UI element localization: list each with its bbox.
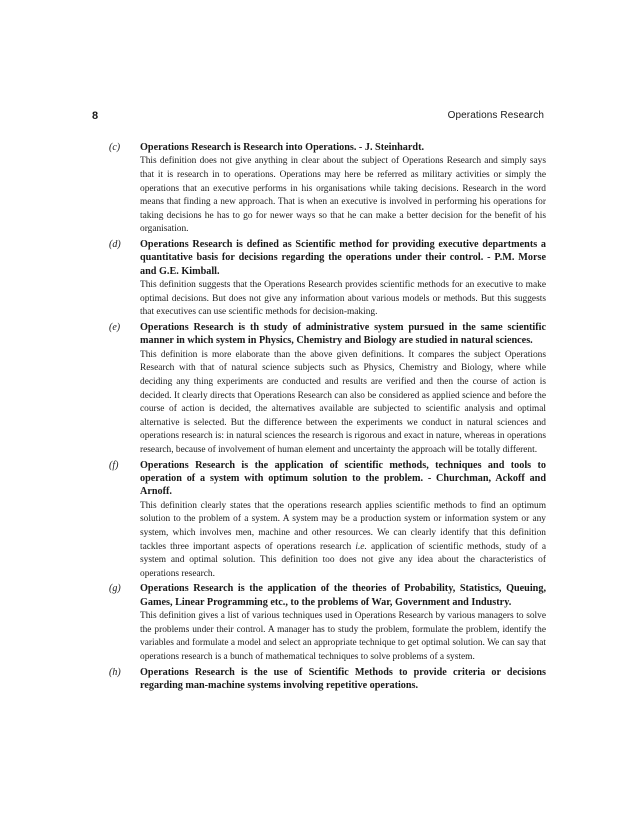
definition-heading: Operations Research is defined as Scientific method for providing executive departments a quantitative basis for decisions regarding the operations under their control. - P.M. Morse and G.E. Kimball.: [140, 238, 546, 277]
definition-item-e: [109, 321, 546, 458]
definition-heading: Operations Research is the application of scientific methods, techniques and tools to operation of a system with optimum solution to the problem. - Churchman, Ackoff and Arnoff.: [140, 459, 546, 498]
definition-explanation: This definition suggests that the Operations Research provides scientific methods for an executive to make optimal decisions. But does not give any information about various models or methods. But this suggests that executives can use scientific methods for decision-making.: [140, 280, 546, 318]
item-label: (c): [109, 142, 121, 153]
definition-item-c: [109, 141, 546, 237]
definition-explanation: This definition does not give anything in clear about the subject of Operations Research and simply says that it is research in to operations. Operations may here be referred as military activities or simply the operations that an executive performs in his organisations while taking decisions. Research in the word means that finding a new approach. That is when an executive is involved in performing his operations for taking decisions he has to go for newer ways so that he can make a better decision for the benefit of his organisation.: [140, 156, 546, 235]
definition-item-h: [109, 666, 546, 693]
definition-heading: Operations Research is the application of the theories of Probability, Statistics, Queuing, Games, Linear Programming etc., to the problems of War, Government and Industry.: [140, 583, 546, 608]
item-label: (h): [109, 666, 121, 678]
page-number: 8: [92, 110, 99, 122]
running-head: Operations Research: [447, 110, 544, 121]
definition-explanation: This definition gives a list of various techniques used in Operations Research by various managers to solve the problems under their control. A manager has to study the problem, formulate the problem, identify the variables and formulate a model and select an appropriate technique to get optimal solution. We can say that operations research is a bunch of mathematical techniques to solve problems of a system.: [140, 611, 546, 662]
explanation-text: application of scientific methods, study of a system and optimal solution. This definition too does not give any idea about the characteristics of operations research.: [140, 541, 546, 579]
definitions-list: [109, 141, 546, 692]
item-label: (g): [109, 583, 121, 595]
definition-heading: Operations Research is the use of Scientific Methods to provide criteria or decisions regarding man-machine systems involving repetitive operations.: [140, 666, 546, 691]
definition-heading: Operations Research is th study of administrative system pursued in the same scientific manner in which system in Physics, Chemistry and Biology are studied in natural sciences.: [140, 321, 546, 347]
item-label: (e): [109, 321, 121, 333]
item-label: (f): [109, 459, 119, 471]
explanation-abbreviation: i.e.: [355, 541, 367, 552]
explanation-text: This definition clearly states that the operations research applies scientific methods to find an optimum solution to the problem of a system. A system may be a production system or information system or any system, which involves men, machine and other resources. We can clearly identify that this definition tackles three important aspects of operations research: [140, 500, 546, 552]
definition-item-g: [109, 582, 546, 664]
definition-explanation: This definition is more elaborate than the above given definitions. It compares the subject Operations Research with that of natural science subjects such as Physics, Chemistry and Biology, where while deciding any thing experiments are conducted and results are verified and then the course of action is decided. It clearly directs that Operations Research can also be considered as applied science and before the course of action is decided, the alternatives available are subjected to scientific analysis and optimal alternative is selected. But the difference between the experiments we conduct in natural sciences and operations research is: in natural sciences the research is rigorous and exact in nature, whereas in operations research, because of involvement of human element and uncertainty the approach will be totally different.: [140, 349, 546, 455]
definition-heading: Operations Research is Research into Operations. - J. Steinhardt.: [140, 142, 425, 153]
page-header: [92, 110, 544, 126]
definition-item-f: [109, 459, 546, 582]
definition-item-d: [109, 238, 546, 320]
definition-explanation: [140, 500, 546, 582]
item-label: (d): [109, 238, 121, 250]
